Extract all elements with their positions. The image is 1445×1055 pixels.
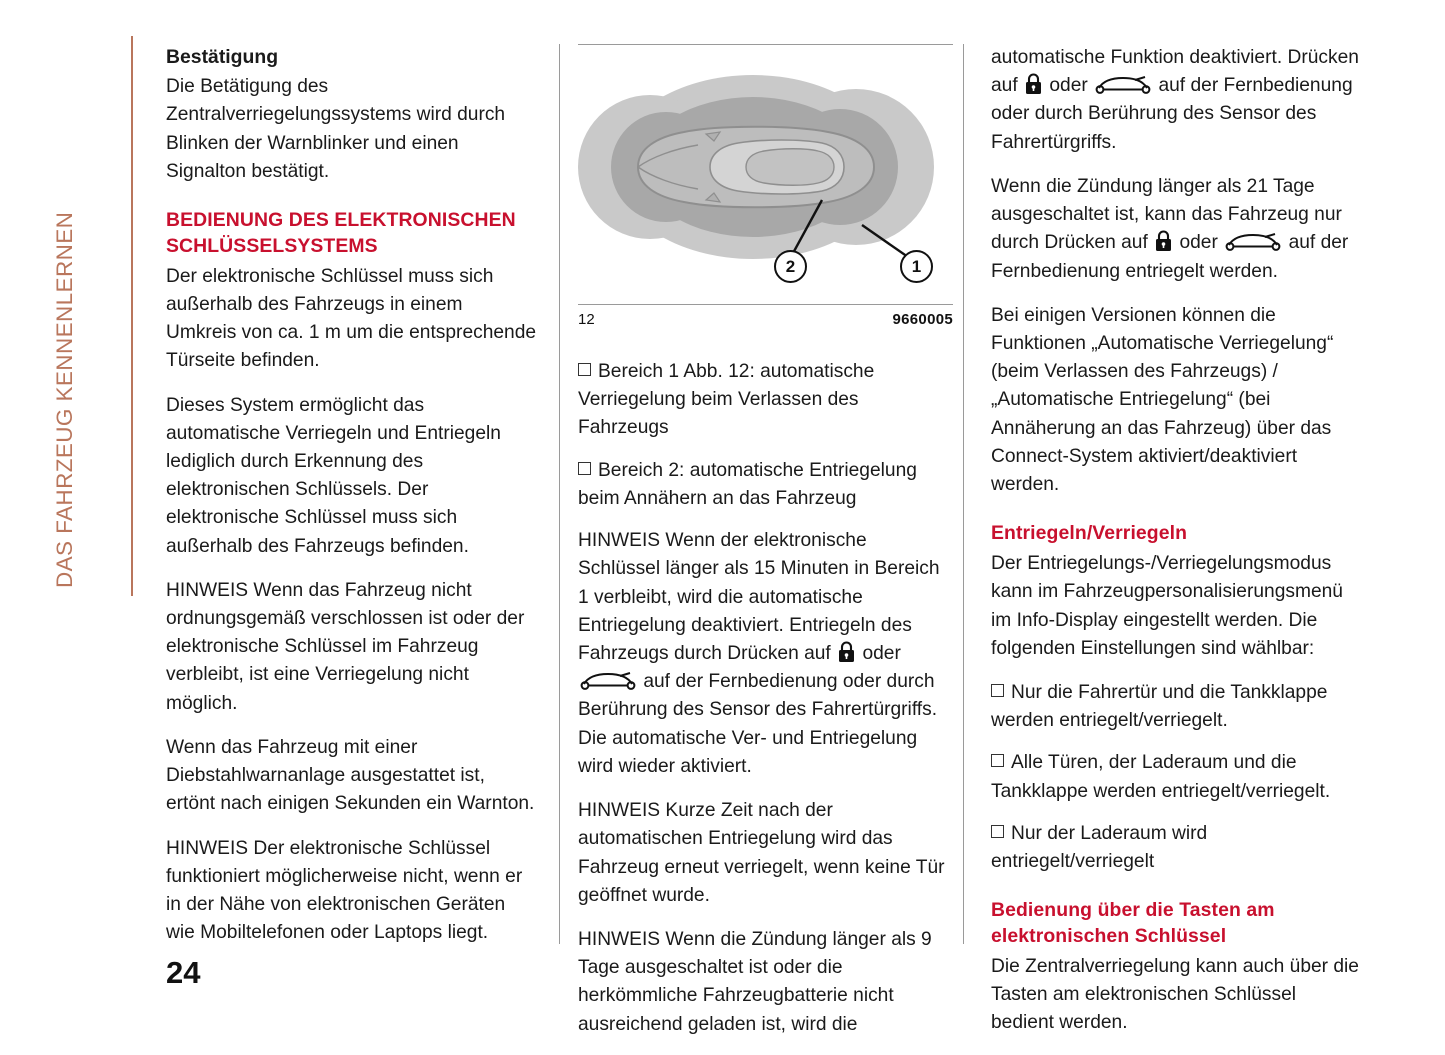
paragraph-confirmation: Die Betätigung des Zentralverriegelungssystems wird durch Blinken der Warnblinker und einen Signalton bestätigt. bbox=[166, 76, 506, 182]
paragraph-21-days bbox=[991, 173, 1359, 286]
heading-unlock-lock: Entriegeln/Verriegeln bbox=[991, 522, 1188, 545]
bullet-driver-door-text: Nur die Fahrertür und die Tankklappe werden entriegelt/verriegelt. bbox=[991, 681, 1328, 732]
paragraph-note-9-days: HINWEIS Wenn die Zündung länger als 9 Tage ausgeschaltet ist oder die herkömmliche Fahrzeugbatterie nicht ausreichend geladen ist, wird die bbox=[578, 928, 932, 1035]
function-deactivated-part-a: automatische Funktion deaktiviert. Drücken auf bbox=[991, 47, 1359, 97]
square-bullet-icon bbox=[578, 363, 591, 376]
paragraph-21-days-part-c: auf der Fernbedienung entriegelt werden. bbox=[991, 232, 1349, 282]
figure-code: 9660005 bbox=[892, 311, 953, 328]
car-trunk-icon bbox=[1095, 75, 1151, 93]
square-bullet-icon bbox=[991, 684, 1004, 697]
paragraph-key-position: Der elektronische Schlüssel muss sich außerhalb des Fahrzeugs in einem Umkreis von ca. 1 m um die entsprechende Türseite befinden. bbox=[166, 265, 537, 372]
bullet-all-doors bbox=[991, 749, 1359, 805]
bullet-driver-door bbox=[991, 679, 1359, 735]
paragraph-system-function: Dieses System ermöglicht das automatische Verriegeln und Entriegeln lediglich durch Erkennung des elektronischen Schlüssels. Der elektronische Schlüssel muss sich außerhalb des Fahrzeugs befinden. bbox=[166, 394, 501, 557]
bullet-trunk-only bbox=[991, 820, 1359, 876]
chapter-tab-rule bbox=[131, 36, 133, 596]
heading-key-buttons: Bedienung über die Tasten am elektronischen Schlüssel bbox=[991, 899, 1275, 948]
text-column-3 bbox=[991, 44, 1359, 1054]
paragraph-connect-system: Bei einigen Versionen können die Funktionen „Automatische Verriegelung“ (beim Verlassen des Fahrzeugs) / „Automatische Entriegelung“ (bei Annäherung an das Fahrzeug) über das Connect-System aktiviert/deaktiviert werden. bbox=[991, 304, 1334, 496]
figure-callout-2: 2 bbox=[774, 250, 807, 283]
text-column-2 bbox=[578, 358, 953, 1055]
car-trunk-icon bbox=[1225, 232, 1281, 250]
bullet-trunk-only-text: Nur der Laderaum wird entriegelt/verriegelt bbox=[991, 822, 1208, 873]
paragraph-alarm: Wenn das Fahrzeug mit einer Diebstahlwarnanlage ausgestattet ist, ertönt nach einigen Sekunden ein Warnton. bbox=[166, 736, 535, 815]
chapter-tab bbox=[0, 0, 150, 1018]
paragraph-note-relock: HINWEIS Kurze Zeit nach der automatischen Entriegelung wird das Fahrzeug erneut verriegelt, wenn keine Tür geöffnet wurde. bbox=[578, 800, 945, 906]
paragraph-note-interference: HINWEIS Der elektronische Schlüssel funktioniert möglicherweise nicht, wenn er in der Nähe von elektronischen Geräten wie Mobiltelefonen oder Laptops liegt. bbox=[166, 837, 523, 944]
paragraph-21-days-part-b: oder bbox=[1179, 232, 1218, 254]
paragraph-note-15-minutes bbox=[578, 527, 953, 781]
text-column-1 bbox=[166, 44, 538, 963]
figure-caption bbox=[578, 305, 953, 328]
square-bullet-icon bbox=[991, 825, 1004, 838]
bullet-zone-2-text: Bereich 2: automatische Entriegelung beim Annähern an das Fahrzeug bbox=[578, 459, 917, 509]
column-divider-1 bbox=[559, 44, 560, 944]
bullet-zone-2 bbox=[578, 457, 953, 513]
bullet-all-doors-text: Alle Türen, der Laderaum und die Tankklappe werden entriegelt/verriegelt. bbox=[991, 752, 1331, 802]
figure-number: 12 bbox=[578, 311, 595, 328]
figure-image-detection-zones bbox=[578, 45, 953, 300]
figure-block bbox=[578, 44, 953, 328]
page-number: 24 bbox=[166, 955, 201, 990]
note-15-minutes-part-c: auf der Fernbedienung oder durch Berührung des Sensor des Fahrertürgriffs. Die automatische Ver- und Entriegelung wird wieder aktiviert. bbox=[578, 671, 938, 777]
lock-icon bbox=[838, 641, 855, 663]
bullet-zone-1 bbox=[578, 358, 953, 443]
lock-icon bbox=[1155, 230, 1172, 252]
function-deactivated-part-b: oder bbox=[1049, 75, 1088, 97]
bullet-zone-1-text: Bereich 1 Abb. 12: automatische Verriegelung beim Verlassen des Fahrzeugs bbox=[578, 361, 875, 439]
paragraph-personalisation-menu: Der Entriegelungs-/Verriegelungsmodus kann im Fahrzeugpersonalisierungsmenü im Info-Display eingestellt werden. Die folgenden Einstellungen sind wählbar: bbox=[991, 553, 1343, 659]
figure-callout-1: 1 bbox=[900, 250, 933, 283]
paragraph-note-locking: HINWEIS Wenn das Fahrzeug nicht ordnungsgemäß verschlossen ist oder der elektronische Schlüssel im Fahrzeug verbleibt, ist eine Verriegelung nicht möglich. bbox=[166, 579, 525, 714]
heading-operation-electronic-key: BEDIENUNG DES ELEKTRONISCHEN SCHLÜSSELSYSTEMS bbox=[166, 209, 516, 257]
square-bullet-icon bbox=[991, 754, 1004, 767]
square-bullet-icon bbox=[578, 462, 591, 475]
note-15-minutes-part-a: HINWEIS Wenn der elektronische Schlüssel länger als 15 Minuten in Bereich 1 verbleibt, wird die automatische Entriegelung deaktiviert. Entriegeln des Fahrzeugs durch Drücken auf bbox=[578, 530, 940, 664]
column-divider-2 bbox=[963, 44, 964, 944]
paragraph-function-deactivated bbox=[991, 44, 1359, 157]
car-trunk-icon bbox=[580, 671, 636, 689]
note-15-minutes-part-b: oder bbox=[862, 642, 901, 664]
paragraph-key-buttons: Die Zentralverriegelung kann auch über die Tasten am elektronischen Schlüssel bedient werden. bbox=[991, 955, 1359, 1034]
function-deactivated-part-c: auf der Fernbedienung oder durch Berührung des Sensor des Fahrertürgriffs. bbox=[991, 75, 1353, 153]
lock-icon bbox=[1025, 73, 1042, 95]
heading-confirmation: Bestätigung bbox=[166, 46, 279, 68]
paragraph-21-days-part-a: Wenn die Zündung länger als 21 Tage ausgeschaltet ist, kann das Fahrzeug nur durch Drücken auf bbox=[991, 175, 1342, 254]
chapter-tab-label: DAS FAHRZEUG KENNENLERNEN bbox=[52, 211, 77, 588]
